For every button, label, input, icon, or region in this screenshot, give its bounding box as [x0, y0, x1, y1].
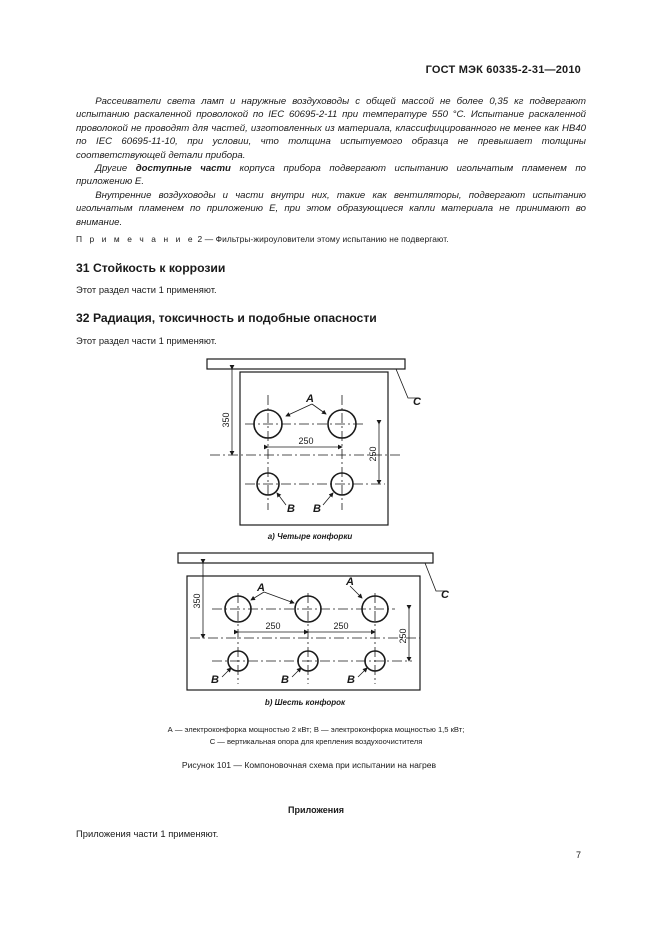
paragraph-internal-ducts-text: Внутренние воздуховоды и части внутри них, такие как вентиляторы, подвергают испытанию игольчатым пламенем по приложению Е, при этом образующиеся капли материала не принимают во внимание.: [76, 190, 586, 228]
label-b2-fig-a: B: [313, 503, 321, 515]
section-31-title: 31 Стойкость к коррозии: [76, 261, 226, 275]
label-c-fig-b: C: [441, 589, 449, 601]
dim-right-b: 250: [398, 628, 408, 644]
dim-h1-b: 250: [265, 621, 281, 631]
figure-caption: Рисунок 101 — Компоновочная схема при испытании на нагрев: [181, 760, 437, 770]
hotplate-b-large-3: [362, 596, 388, 622]
label-b3-fig-b: B: [347, 674, 355, 686]
dim-right-a: 250: [368, 446, 378, 462]
support-bar-b: [178, 553, 433, 563]
label-c-fig-a: C: [413, 396, 421, 408]
page-number: 7: [575, 850, 581, 860]
paragraph-needle-flame: [76, 162, 586, 189]
hotplate-a-small-right: [331, 473, 353, 495]
hotplate-b-small-2: [298, 651, 318, 671]
paragraph-needle-flame-before: Другие: [95, 163, 136, 174]
note-text: 2 — Фильтры-жироуловители этому испытанию не подвергают.: [195, 234, 449, 244]
hotplate-a-large-right: [328, 410, 356, 438]
hotplate-b-large-2: [295, 596, 321, 622]
paragraph-needle-flame-bold: доступные части: [135, 163, 231, 174]
note: [76, 234, 449, 244]
label-a-fig-a: A: [306, 393, 314, 405]
hob-body-b: [187, 576, 420, 690]
paragraph-needle-flame-after: корпуса прибора подвергают испытанию игольчатым пламенем по приложению Е.: [76, 163, 586, 188]
label-b2-fig-b: B: [281, 674, 289, 686]
hotplate-b-large-1: [225, 596, 251, 622]
appendix-text: Приложения части 1 применяют.: [76, 828, 219, 839]
section-32-text: Этот раздел части 1 применяют.: [76, 335, 217, 346]
dim-horizontal-a: 250: [298, 436, 314, 446]
label-a2-fig-b: A: [346, 576, 354, 588]
dim-h2-b: 250: [333, 621, 349, 631]
paragraph-glow-wire: [76, 95, 586, 162]
paragraph-internal-ducts: [76, 189, 586, 229]
paragraph-glow-wire-text: Рассеиватели света ламп и наружные воздуховоды с общей массой не более 0,35 кг подвергают испытанию раскаленной проволокой по IEC 60695-2-11 при температуре 550 °С. Испытание раскаленной проволокой не проводят для частей, изготовленных из материала, классифицированного не менее как HB40 по IEC 60695-11-10, при условии, что толщина испытуемого образца не превышает толщины соответствующей детали прибора.: [76, 96, 586, 161]
figure-legend: [0, 724, 632, 748]
dim-vertical-a: 350: [221, 412, 231, 428]
dim-vertical-b: 350: [192, 593, 202, 609]
hotplate-a-large-left: [254, 410, 282, 438]
section-31-text: Этот раздел части 1 применяют.: [76, 284, 217, 295]
label-a1-fig-b: A: [257, 582, 265, 594]
figure-a-caption: а) Четыре конфорки: [267, 532, 353, 541]
section-32-title: 32 Радиация, токсичность и подобные опасности: [76, 311, 377, 325]
hotplate-b-small-1: [228, 651, 248, 671]
figure-b-caption: b) Шесть конфорок: [264, 698, 346, 707]
document-header: ГОСТ МЭК 60335-2-31—2010: [425, 64, 581, 76]
note-label: П р и м е ч а н и е: [76, 234, 196, 244]
legend-line-1: А — электроконфорка мощностью 2 кВт; В — электроконфорка мощностью 1,5 кВт;: [167, 725, 465, 734]
label-b1-fig-a: B: [287, 503, 295, 515]
legend-line-2: С — вертикальная опора для крепления воздухоочистителя: [209, 737, 423, 746]
hob-body-a: [240, 372, 388, 525]
hotplate-a-small-left: [257, 473, 279, 495]
label-b1-fig-b: B: [211, 674, 219, 686]
hotplate-b-small-3: [365, 651, 385, 671]
appendix-title: Приложения: [288, 805, 344, 815]
support-bar-a: [207, 359, 405, 369]
